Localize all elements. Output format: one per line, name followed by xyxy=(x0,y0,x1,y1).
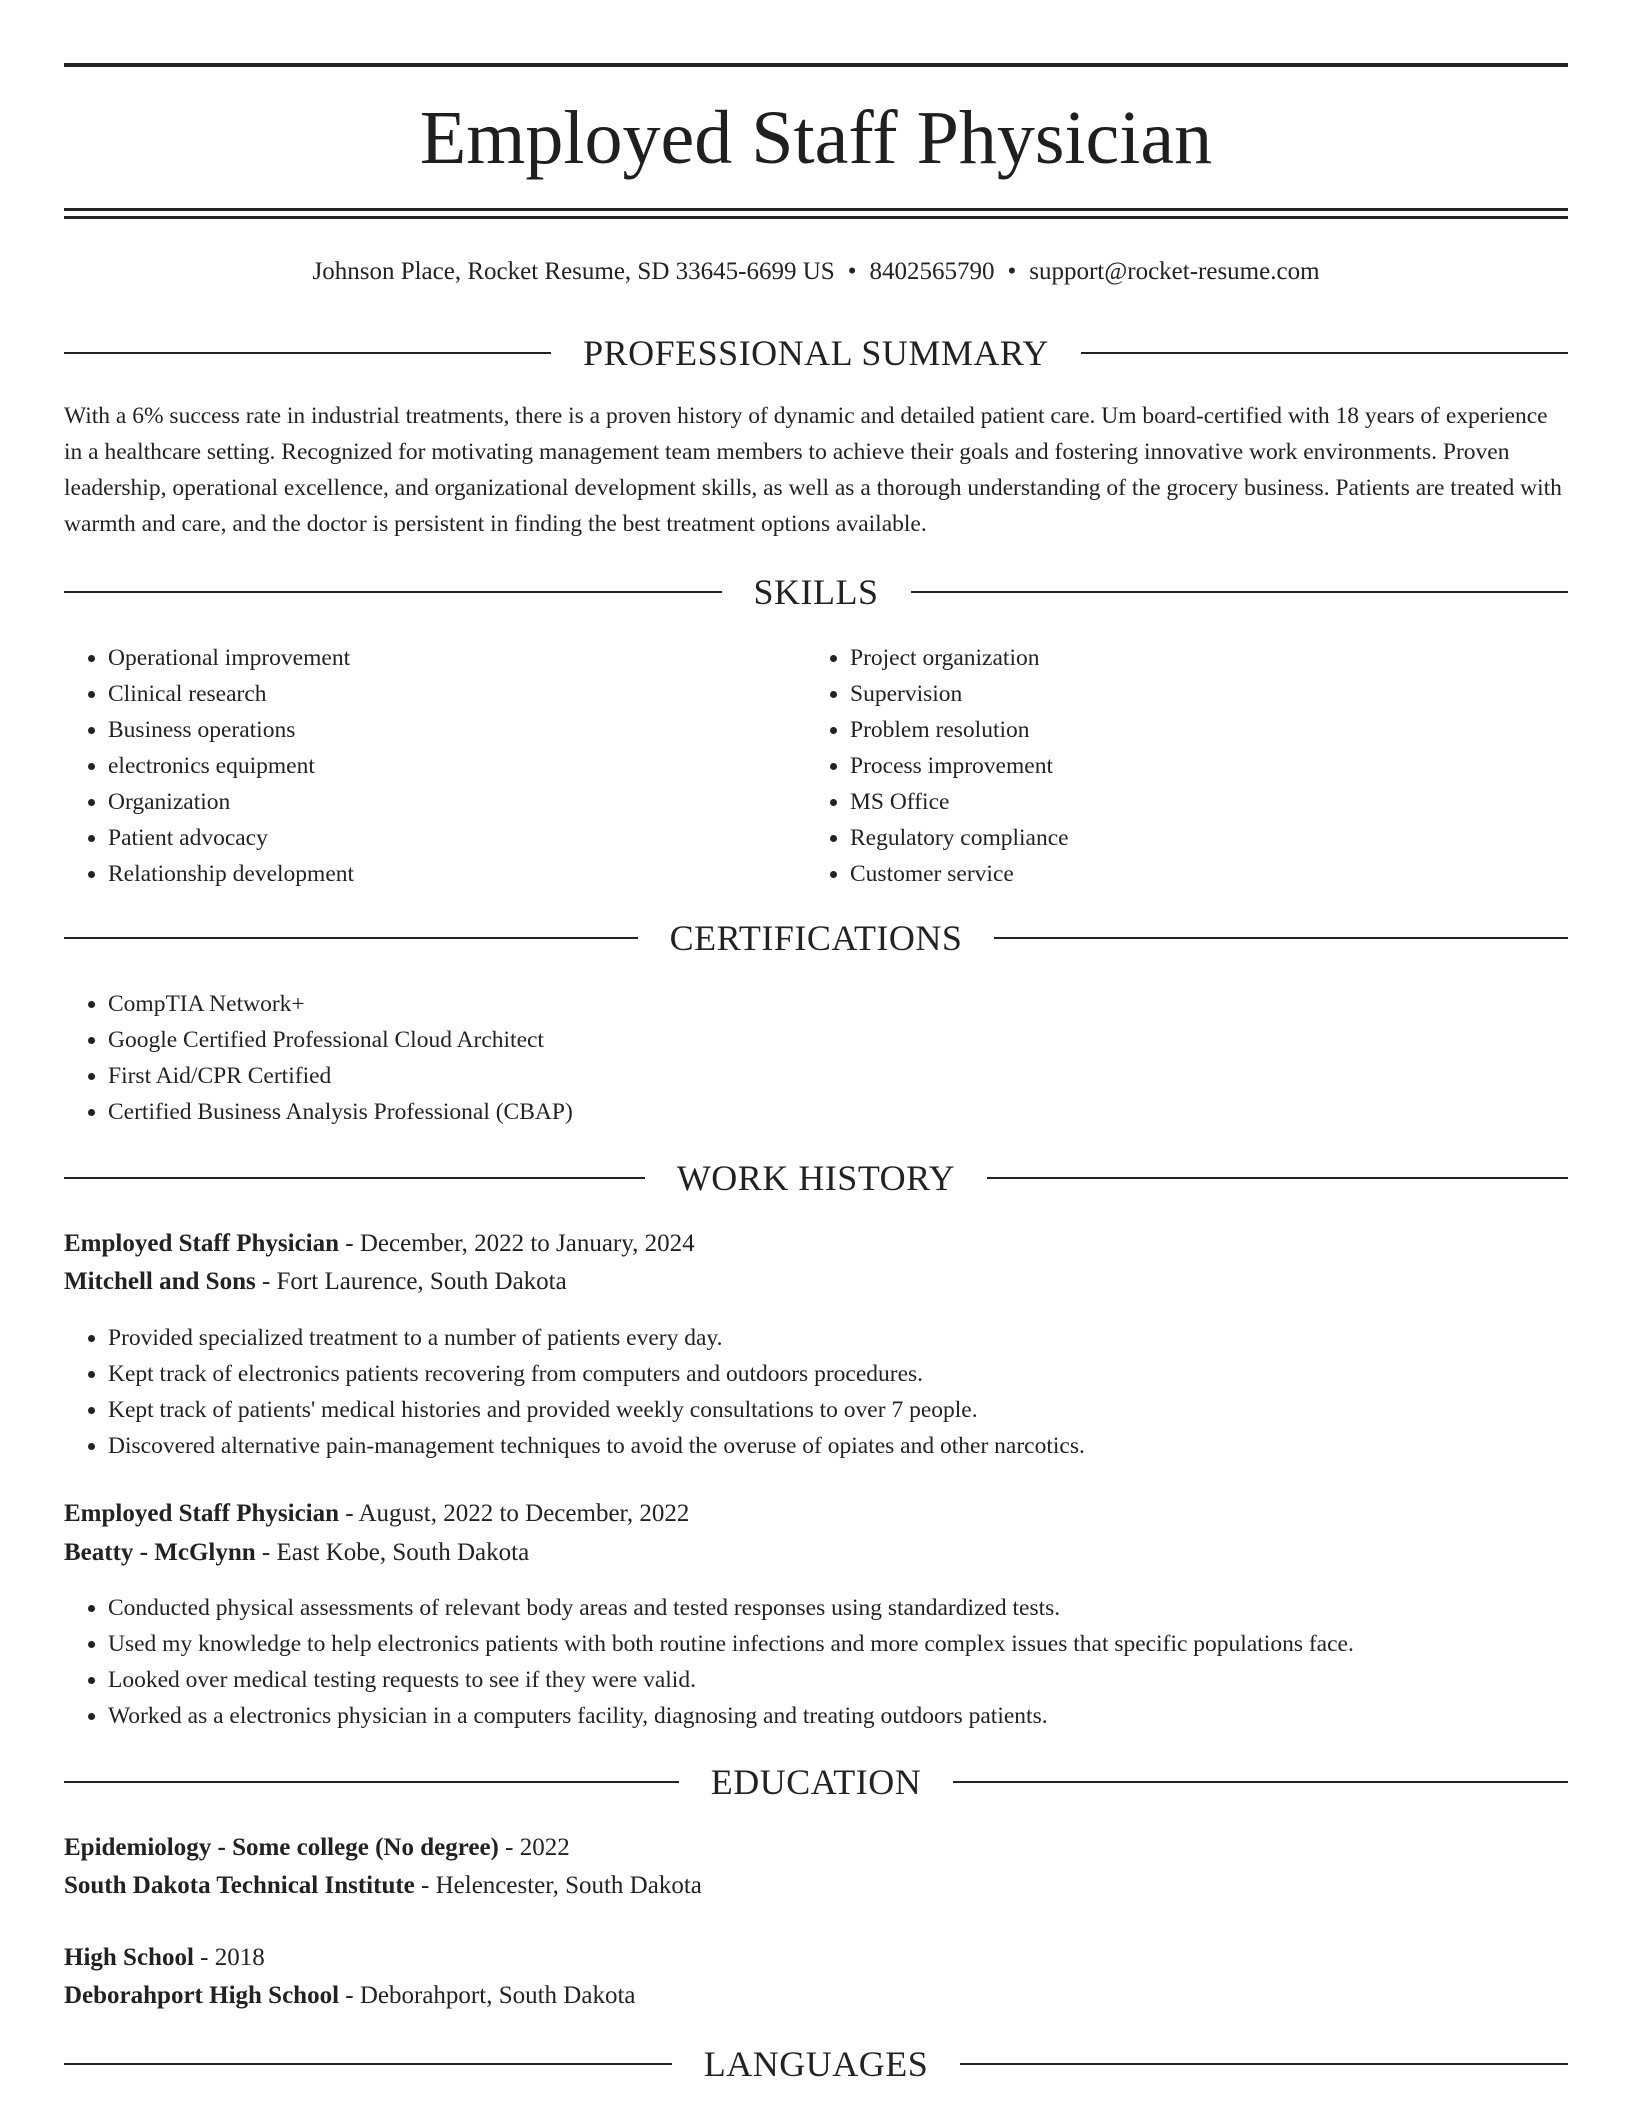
section-heading-summary xyxy=(64,331,1568,375)
heading-rule xyxy=(64,937,638,939)
skill-item: • Relationship development xyxy=(108,856,788,892)
heading-rule xyxy=(987,1177,1568,1179)
certifications-list xyxy=(64,986,1568,1130)
job-duty-item: • Kept track of electronics patients recovering from computers and outdoors procedures. xyxy=(108,1356,1608,1392)
section-title: WORK HISTORY xyxy=(676,1158,956,1198)
job-duty-item: • Provided specialized treatment to a number of patients every day. xyxy=(108,1320,1608,1356)
skill-item: • Business operations xyxy=(108,712,788,748)
education-degree-line xyxy=(64,1940,1568,1976)
job-duty-item: • Looked over medical testing requests to see if they were valid. xyxy=(108,1662,1608,1698)
job-location: - East Kobe, South Dakota xyxy=(255,1539,530,1566)
header-double-rule-upper xyxy=(64,208,1568,211)
skill-item: • Patient advocacy xyxy=(108,820,788,856)
skill-item: • Supervision xyxy=(850,676,1550,712)
skill-item: • Operational improvement xyxy=(108,640,788,676)
education-location: - Helencester, South Dakota xyxy=(414,1872,702,1899)
job-duty-item: • Worked as a electronics physician in a computers facility, diagnosing and treating outdoors patients. xyxy=(108,1698,1608,1734)
certification-item: • Google Certified Professional Cloud Architect xyxy=(108,1022,1568,1058)
job-duty-item: • Used my knowledge to help electronics patients with both routine infections and more complex issues that specific populations face. xyxy=(108,1626,1608,1662)
section-heading-certifications xyxy=(64,916,1568,960)
heading-rule xyxy=(960,2063,1568,2065)
contact-email[interactable]: support@rocket-resume.com xyxy=(1029,258,1320,285)
heading-rule xyxy=(64,352,551,354)
education-school-line xyxy=(64,1978,1568,2014)
skill-item: • Regulatory compliance xyxy=(850,820,1550,856)
skill-item: • MS Office xyxy=(850,784,1550,820)
section-heading-work xyxy=(64,1156,1568,1200)
job-duty-item: • Discovered alternative pain-management techniques to avoid the overuse of opiates and other narcotics. xyxy=(108,1428,1608,1464)
contact-separator: • xyxy=(847,258,857,285)
header-double-rule-lower xyxy=(64,216,1568,219)
heading-rule xyxy=(1081,352,1568,354)
education-location: - Deborahport, South Dakota xyxy=(339,1982,636,2009)
education-school-line xyxy=(64,1868,1568,1904)
job-location: - Fort Laurence, South Dakota xyxy=(255,1268,567,1295)
education-year: - 2018 xyxy=(193,1944,265,1971)
heading-rule xyxy=(64,1177,645,1179)
heading-rule xyxy=(911,591,1569,593)
skills-list-left xyxy=(64,640,788,892)
job-title: Employed Staff Physician xyxy=(64,1230,340,1257)
job-title-line xyxy=(64,1226,1568,1262)
skill-item: • Problem resolution xyxy=(850,712,1550,748)
job-dates: - August, 2022 to December, 2022 xyxy=(339,1500,690,1527)
section-title: SKILLS xyxy=(753,572,879,612)
summary-paragraph: With a 6% success rate in industrial treatments, there is a proven history of dynamic and detailed patient care. Um board-certified with 18 years of experience in a healthcare setting. Recognized for motivating management team members to achieve their goals and fostering innovative work environments. Proven leadership, operational excellence, and organizational development skills, as well as a thorough understanding of the grocery business. Patients are treated with warmth and care, and the doctor is persistent in finding the best treatment options available. xyxy=(64,403,1562,537)
skill-item: • electronics equipment xyxy=(108,748,788,784)
education-school: South Dakota Technical Institute xyxy=(64,1872,415,1899)
section-heading-skills xyxy=(64,570,1568,614)
skill-item: • Process improvement xyxy=(850,748,1550,784)
job-title: Employed Staff Physician xyxy=(64,1500,340,1527)
section-title: PROFESSIONAL SUMMARY xyxy=(583,333,1049,373)
heading-rule xyxy=(64,591,722,593)
skill-item: • Project organization xyxy=(850,640,1550,676)
section-title: EDUCATION xyxy=(710,1762,922,1802)
job-company-line xyxy=(64,1264,1568,1300)
education-degree-line xyxy=(64,1830,1568,1866)
heading-rule xyxy=(64,1781,679,1783)
job-company-line xyxy=(64,1535,1568,1571)
heading-rule xyxy=(994,937,1568,939)
header-top-rule xyxy=(64,63,1568,67)
job-duties-list xyxy=(64,1590,1608,1734)
skills-list-right xyxy=(806,640,1550,892)
skill-item: • Customer service xyxy=(850,856,1550,892)
section-heading-languages xyxy=(64,2042,1568,2086)
contact-phone: 8402565790 xyxy=(869,258,995,285)
skill-item: • Clinical research xyxy=(108,676,788,712)
certification-item: • CompTIA Network+ xyxy=(108,986,1568,1022)
section-title: CERTIFICATIONS xyxy=(669,918,963,958)
heading-rule xyxy=(953,1781,1568,1783)
job-duty-item: • Kept track of patients' medical histories and provided weekly consultations to over 7 people. xyxy=(108,1392,1608,1428)
contact-line xyxy=(64,256,1568,288)
certification-item: • First Aid/CPR Certified xyxy=(108,1058,1568,1094)
job-duties-list xyxy=(64,1320,1608,1464)
education-school: Deborahport High School xyxy=(64,1982,340,2009)
job-title-line xyxy=(64,1496,1568,1532)
section-heading-education xyxy=(64,1760,1568,1804)
certification-item: • Certified Business Analysis Professional (CBAP) xyxy=(108,1094,1568,1130)
job-dates: - December, 2022 to January, 2024 xyxy=(339,1230,695,1257)
education-degree: Epidemiology - Some college (No degree) xyxy=(64,1834,499,1861)
job-company: Beatty - McGlynn xyxy=(64,1539,256,1566)
education-degree: High School xyxy=(64,1944,194,1971)
section-title: LANGUAGES xyxy=(703,2044,929,2084)
resume-name: Employed Staff Physician xyxy=(419,96,1213,180)
contact-address: Johnson Place, Rocket Resume, SD 33645-6699 US xyxy=(312,258,835,285)
education-year: - 2022 xyxy=(498,1834,570,1861)
job-company: Mitchell and Sons xyxy=(64,1268,256,1295)
contact-separator: • xyxy=(1007,258,1017,285)
heading-rule xyxy=(64,2063,672,2065)
skill-item: • Organization xyxy=(108,784,788,820)
job-duty-item: • Conducted physical assessments of relevant body areas and tested responses using standardized tests. xyxy=(108,1590,1608,1626)
